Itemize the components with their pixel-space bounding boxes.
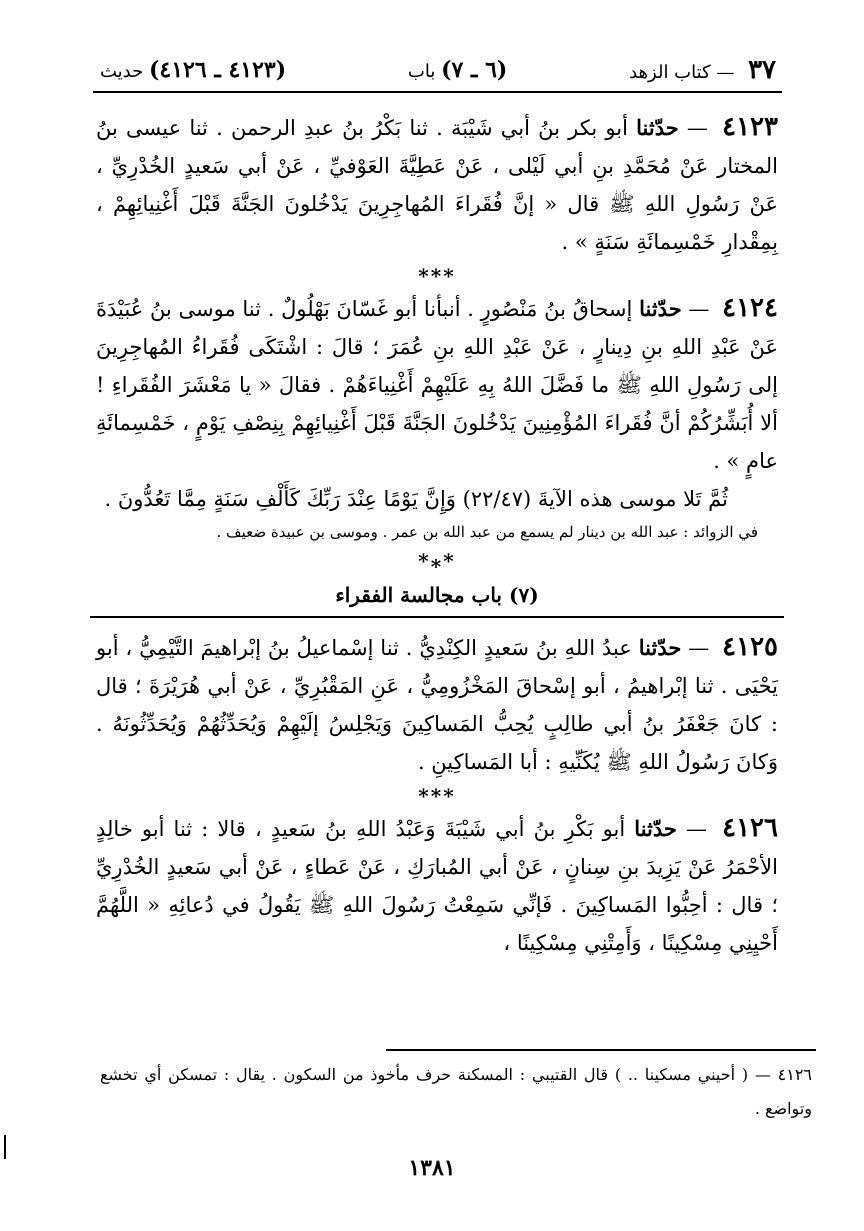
hadith-dash: — — [688, 636, 710, 660]
hadith-number: ٤١٢٦ — [722, 813, 778, 843]
section-title: (٧) باب مجالسة الفقراء — [335, 583, 539, 607]
hadith-text: أبو بَكْرِ بنُ أبي شَيْبَةَ وَعَبْدُ اللهِ بنُ سَعيدٍ ، قالا : ثنا أبو خالِدٍ الأحْمَرُ عَنْ يَزِيدَ بنِ سِنانٍ ، عَنْ أبي المُبارَكِ ، عَنْ عَطاءٍ ، عَنْ أبي سَعيدٍ الخُدْرِيِّ ؛ قال : أحِبُّوا المَساكِينَ . فَإنِّي سَمِعْتُ رَسُولَ اللهِ ﷺ يَقُولُ في دُعائِهِ « اللَّهُمَّ أَحْيِنِي مِسْكِينًا ، وَأَمِتْنِي مِسْكِينًا ، — [96, 817, 778, 955]
hadith-4125 — [96, 628, 778, 781]
footnote-rule — [386, 1049, 816, 1051]
header-book-title — [629, 55, 776, 85]
hadith-number: ٤١٢٥ — [722, 632, 778, 662]
separator-stars: *** — [418, 264, 456, 288]
hadith-text: عبدُ اللهِ بنُ سَعيدٍ الكِنْدِيُّ . ثنا إسْماعيلُ بنُ إبْراهيمَ التَّيْمِيُّ ، أبو يَحْيَى . ثنا إبْراهيمُ ، أبو إسْحاقَ المَخْزُومِيُّ ، عَنِ المَقْبُرِيِّ ، عَنْ أبي هُرَيْرَةَ ؛ قال : كانَ جَعْفَرُ بنُ أبي طالِبٍ يُحِبُّ المَساكِينَ وَيَجْلِسُ إلَيْهِمْ وَيُحَدِّثُهُمْ وَيُحَدِّثُونَهُ . وَكانَ رَسُولُ اللهِ ﷺ يُكَنِّيهِ : أبا المَساكِينِ . — [96, 636, 778, 774]
hadith-4126 — [96, 809, 778, 962]
hadith-dash: — — [686, 116, 708, 140]
zawaid-note: في الزوائد : عبد الله بن دينار لم يسمع من عبد الله بن عمر . وموسى بن عبيدة ضعيف . — [216, 523, 758, 541]
header-chapter — [408, 57, 507, 83]
haddathana-word: حدّثنا — [634, 816, 677, 841]
header-chapter-range: (٦ ـ ٧) — [441, 57, 508, 83]
separator-star-cluster: *⁎* — [418, 549, 456, 573]
footnote: ٤١٢٦ — ( أحيني مسكينا .. ) قال القتيبي : المسكنة حرف مأخوذ من السكون . يقال : تمسكن أي تخشع وتواضع . — [100, 1065, 812, 1118]
haddathana-word: حدّثنا — [639, 296, 682, 321]
header-book-name: — كتاب الزهد — [629, 62, 735, 83]
header-hadith-range: (٤١٢٣ ـ ٤١٢٦) — [149, 57, 287, 83]
hadith-text: إسحاقُ بنُ مَنْصُورٍ . أنبأنا أبو غَسّانَ بَهْلُولٌ . ثنا موسى بنُ عُبَيْدَةَ عَنْ عَبْدِ اللهِ بنِ دِينارٍ ، عَنْ عَبْدِ اللهِ بنِ عُمَرَ ؛ قالَ : اشْتَكَى فُقَراءُ المُهاجِرِينَ إلى رَسُولِ اللهِ ﷺ ما فَضَّلَ اللهُ بِهِ عَلَيْهِمْ أَغْنِياءَهُمْ . فقالَ « يا مَعْشَرَ الفُقَراءِ ! ألا أُبَشِّرُكُمْ أنَّ فُقَراءَ المُؤْمِنِينَ يَدْخُلونَ الجَنَّةَ قَبْلَ أَغْنِيائِهِمْ بِنِصْفِ يَوْمٍ ، خَمْسِمائَةِ عامٍ » . — [96, 297, 778, 473]
main-text — [96, 108, 778, 962]
hadith-number: ٤١٢٤ — [722, 293, 778, 323]
hadith-4124 — [96, 289, 778, 480]
page-number: ١٣٨١ — [408, 1155, 456, 1181]
separator-stars: *** — [418, 784, 456, 808]
section-rule — [90, 616, 784, 618]
header-hadith-word: حديث — [100, 61, 144, 82]
haddathana-word: حدّثنا — [636, 115, 679, 140]
quran-verse: ثُمَّ تَلا موسى هذه الآيةَ (٢٢/٤٧) وَإِنَّ يَوْمًا عِنْدَ رَبِّكَ كَأَلْفِ سَنَةٍ مِمَّا تَعُدُّونَ . — [104, 487, 728, 511]
haddathana-word: حدّثنا — [638, 635, 682, 660]
header-rule — [93, 91, 782, 93]
hadith-4123 — [96, 108, 778, 261]
hadith-number: ٤١٢٣ — [722, 112, 778, 142]
hadith-dash: — — [688, 297, 710, 321]
hadith-dash: — — [686, 817, 707, 841]
header-hadith — [100, 57, 286, 83]
running-header — [100, 52, 776, 88]
hadith-text: أبو بكر بنُ أبي شَيْبَة . ثنا بَكْرُ بنُ عبدِ الرحمن . ثنا عيسى بنُ المختار عَنْ مُحَمَّدِ بنِ أبي لَيْلى ، عَنْ عَطِيَّةَ العَوْفيِّ ، عَنْ أبي سَعيدٍ الخُدْرِيِّ ، عَنْ رَسُولِ اللهِ ﷺ قال « إنَّ فُقَراءَ المُهاجِرِينَ يَدْخُلونَ الجَنَّةَ قَبْلَ أَغْنِيائِهِمْ ، بِمِقْدارِ خَمْسِمائَةِ سَنَةٍ » . — [96, 116, 778, 254]
margin-mark — [4, 1135, 6, 1159]
header-chapter-word: باب — [407, 61, 436, 82]
header-page-marker: ٣٧ — [748, 55, 776, 85]
